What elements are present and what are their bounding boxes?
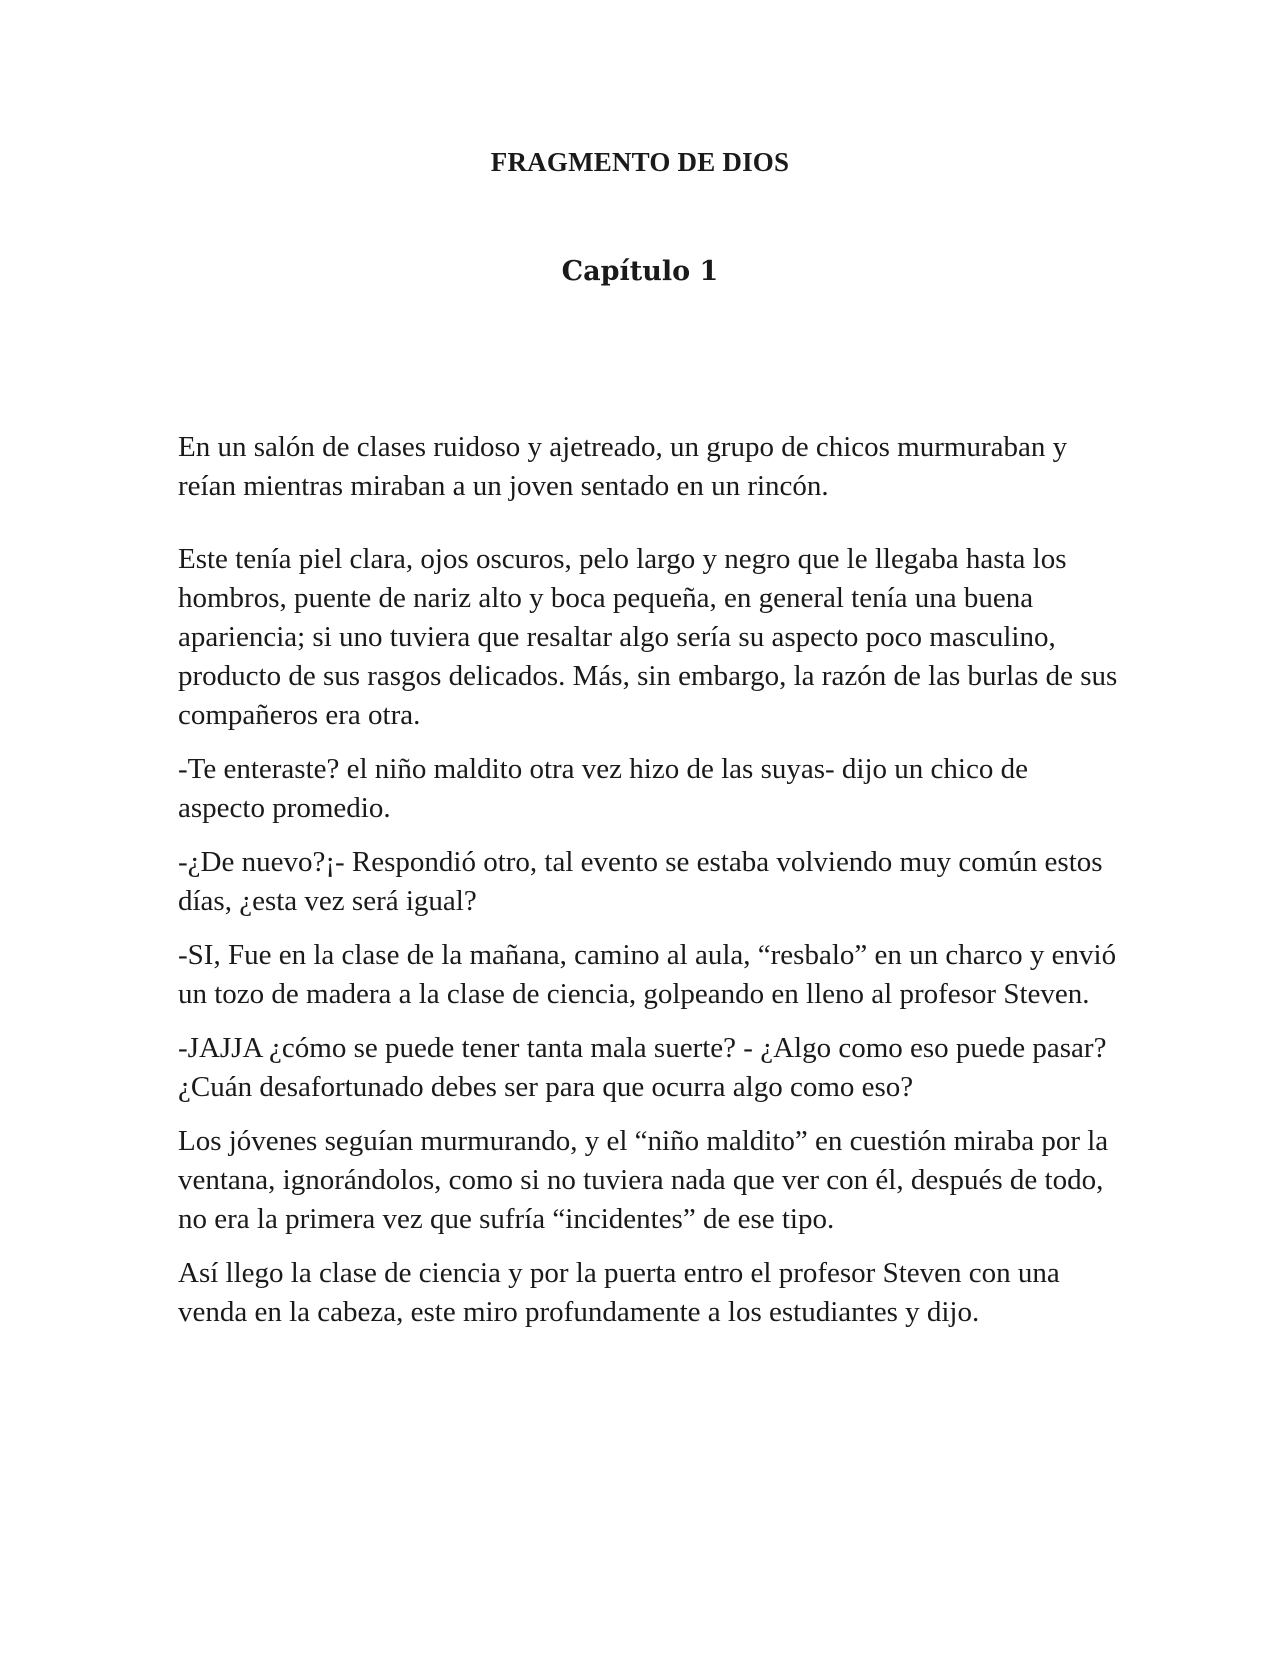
- paragraph: En un salón de clases ruidoso y ajetreado, un grupo de chicos murmuraban y reían mientras miraban a un joven sentado en un rincón.: [178, 431, 1068, 502]
- paragraph: Así llego la clase de ciencia y por la puerta entro el profesor Steven con una venda en la cabeza, este miro profundamente a los estudiantes y dijo.: [178, 1257, 1060, 1328]
- paragraph: -Te enteraste? el niño maldito otra vez hizo de las suyas- dijo un chico de aspecto promedio.: [178, 753, 1028, 824]
- paragraph: Los jóvenes seguían murmurando, y el “niño maldito” en cuestión miraba por la ventana, ignorándolos, como si no tuviera nada que ver con él, después de todo, no era la primera vez que sufría “incidentes” de ese tipo.: [178, 1125, 1109, 1235]
- chapter-title: Capítulo 1: [561, 256, 719, 287]
- chapter-body: [178, 428, 1118, 1347]
- paragraph: -JAJJA ¿cómo se puede tener tanta mala suerte? - ¿Algo como eso puede pasar? ¿Cuán desafortunado debes ser para que ocurra algo como eso?: [178, 1032, 1107, 1103]
- paragraph: Este tenía piel clara, ojos oscuros, pelo largo y negro que le llegaba hasta los hombros, puente de nariz alto y boca pequeña, en general tenía una buena apariencia; si uno tuviera que resaltar algo sería su aspecto poco masculino, producto de sus rasgos delicados. Más, sin embargo, la razón de las burlas de sus compañeros era otra.: [178, 543, 1118, 731]
- paragraph: -¿De nuevo?¡- Respondió otro, tal evento se estaba volviendo muy común estos días, ¿esta vez será igual?: [178, 846, 1103, 917]
- book-title: FRAGMENTO DE DIOS: [490, 147, 790, 177]
- paragraph: -SI, Fue en la clase de la mañana, camino al aula, “resbalo” en un charco y envió un tozo de madera a la clase de ciencia, golpeando en lleno al profesor Steven.: [178, 939, 1117, 1010]
